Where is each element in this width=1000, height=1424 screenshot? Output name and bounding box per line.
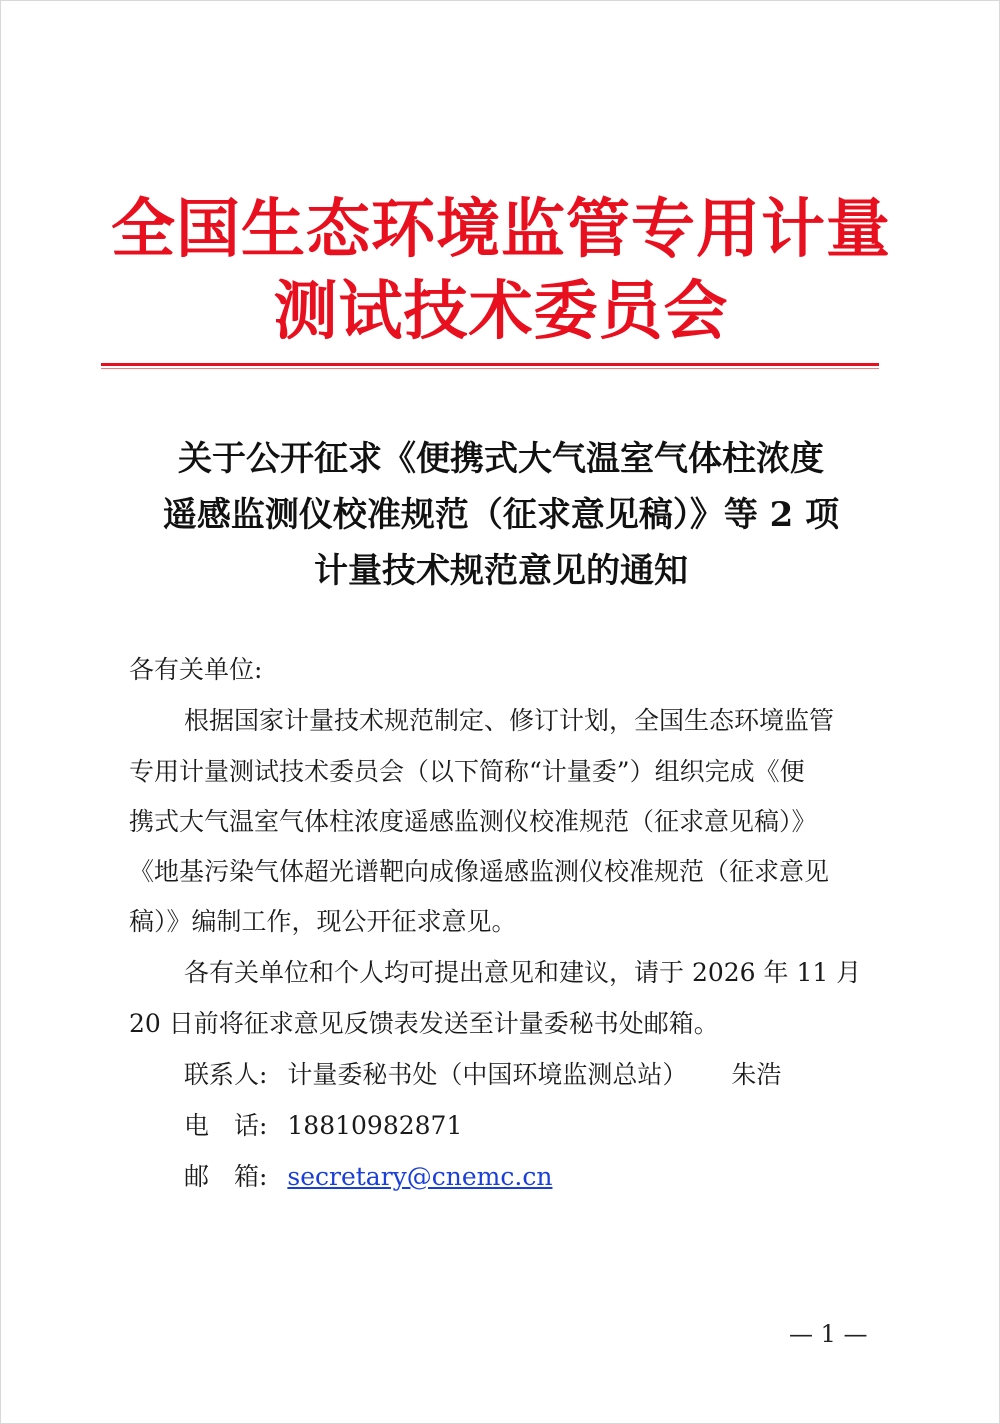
organization-name-line1: 全国生态环境监管专用计量 [111, 192, 891, 267]
paragraph-2-line-2: 20 日前将征求意见反馈表发送至计量委秘书处邮箱。 [129, 1009, 719, 1038]
notice-title-line2: 遥感监测仪校准规范（征求意见稿）》等 2 项 [162, 495, 840, 535]
notice-title-line3: 计量技术规范意见的通知 [314, 551, 688, 591]
notice-title-line1: 关于公开征求《便携式大气温室气体柱浓度 [178, 439, 824, 479]
paragraph-1-line-4: 《地基污染气体超光谱靶向成像遥感监测仪校准规范（征求意见 [129, 857, 830, 886]
salutation: 各有关单位: [129, 655, 263, 684]
email-label: 邮 箱: [184, 1162, 268, 1191]
organization-name-line2: 测试技术委员会 [273, 274, 729, 349]
contact-label: 联系人: [184, 1060, 268, 1089]
email-link[interactable]: secretary@cnemc.cn [287, 1162, 553, 1191]
paragraph-1-line-3: 携式大气温室气体柱浓度遥感监测仪校准规范（征求意见稿）》 [129, 807, 817, 836]
email-row [184, 1158, 552, 1196]
phone-label: 电 话: [184, 1111, 268, 1140]
contact-row [184, 1056, 781, 1094]
red-header-rule [101, 363, 879, 366]
paragraph-2-line-1: 各有关单位和个人均可提出意见和建议，请于 2026 年 11 月 [184, 958, 862, 987]
contact-org: 计量委秘书处（中国环境监测总站） [287, 1060, 688, 1089]
paragraph-1-line-1: 根据国家计量技术规范制定、修订计划，全国生态环境监管 [184, 706, 835, 735]
red-header-rule-thin [101, 368, 879, 369]
phone-value: 18810982871 [287, 1111, 463, 1140]
phone-row [184, 1107, 462, 1145]
page-number: — 1 — [789, 1320, 868, 1348]
paragraph-1-line-5: 稿）》编制工作，现公开征求意见。 [129, 907, 517, 936]
paragraph-1-line-2: 专用计量测试技术委员会（以下简称“计量委”）组织完成《便 [129, 757, 805, 786]
contact-name: 朱浩 [731, 1060, 782, 1089]
